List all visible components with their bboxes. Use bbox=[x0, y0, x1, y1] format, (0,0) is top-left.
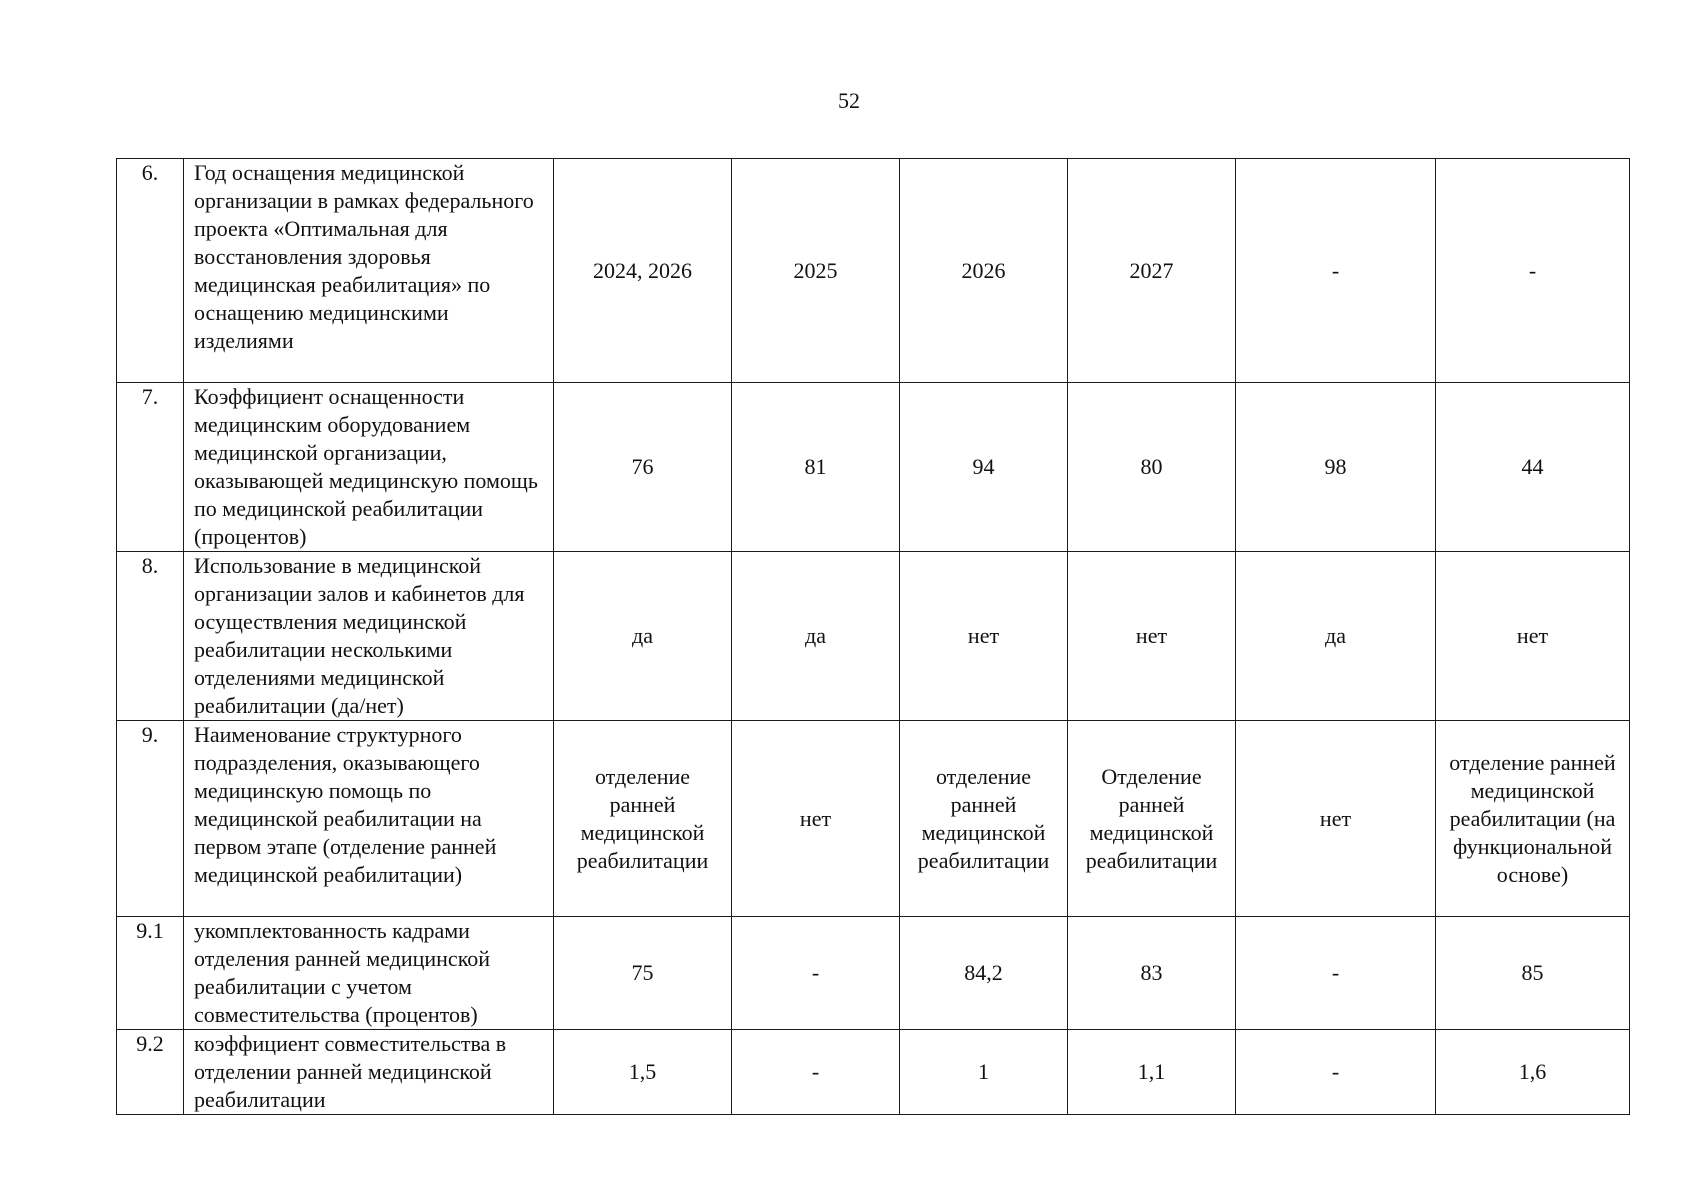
row-label: Наименование структурного подразделения, оказывающего медицинскую помощь по медицинской реабилитации на первом этапе (отделение ранней медицинской реабилитации) bbox=[184, 721, 554, 917]
table-cell: нет bbox=[732, 721, 900, 917]
table-cell: Отделение ранней медицинской реабилитации bbox=[1068, 721, 1236, 917]
row-number: 8. bbox=[117, 552, 184, 721]
table-row bbox=[117, 159, 1630, 383]
table-cell: 85 bbox=[1436, 917, 1630, 1030]
table-cell: 2027 bbox=[1068, 159, 1236, 383]
row-label: коэффициент совместительства в отделении ранней медицинской реабилитации bbox=[184, 1030, 554, 1115]
table-cell: 2025 bbox=[732, 159, 900, 383]
table-cell: - bbox=[1436, 159, 1630, 383]
table-cell: - bbox=[1236, 1030, 1436, 1115]
page-number: 52 bbox=[838, 88, 860, 113]
table-cell: 1,1 bbox=[1068, 1030, 1236, 1115]
table-cell: 98 bbox=[1236, 383, 1436, 552]
table-cell: отделение ранней медицинской реабилитации bbox=[900, 721, 1068, 917]
row-label: укомплектованность кадрами отделения ранней медицинской реабилитации с учетом совместительства (процентов) bbox=[184, 917, 554, 1030]
table-cell: 94 bbox=[900, 383, 1068, 552]
table-cell: 2026 bbox=[900, 159, 1068, 383]
row-number: 9.1 bbox=[117, 917, 184, 1030]
table-cell: 1 bbox=[900, 1030, 1068, 1115]
table-row bbox=[117, 552, 1630, 721]
row-label: Коэффициент оснащенности медицинским оборудованием медицинской организации, оказывающей медицинскую помощь по медицинской реабилитации (процентов) bbox=[184, 383, 554, 552]
table-cell: да bbox=[554, 552, 732, 721]
table-cell: 83 bbox=[1068, 917, 1236, 1030]
row-number: 9.2 bbox=[117, 1030, 184, 1115]
table-cell: нет bbox=[1436, 552, 1630, 721]
table-cell: нет bbox=[1068, 552, 1236, 721]
table-cell: отделение ранней медицинской реабилитации (на функциональной основе) bbox=[1436, 721, 1630, 917]
table-cell: - bbox=[1236, 159, 1436, 383]
table-cell: 84,2 bbox=[900, 917, 1068, 1030]
table-row bbox=[117, 1030, 1630, 1115]
table-row bbox=[117, 917, 1630, 1030]
table-cell: 75 bbox=[554, 917, 732, 1030]
table-cell: отделение ранней медицинской реабилитации bbox=[554, 721, 732, 917]
table-cell: нет bbox=[900, 552, 1068, 721]
row-number: 7. bbox=[117, 383, 184, 552]
data-table bbox=[116, 158, 1630, 1115]
table-cell: 76 bbox=[554, 383, 732, 552]
row-number: 9. bbox=[117, 721, 184, 917]
table-cell: да bbox=[732, 552, 900, 721]
row-label: Использование в медицинской организации залов и кабинетов для осуществления медицинской реабилитации несколькими отделениями медицинской реабилитации (да/нет) bbox=[184, 552, 554, 721]
table-cell: да bbox=[1236, 552, 1436, 721]
table-row bbox=[117, 721, 1630, 917]
table-cell: 81 bbox=[732, 383, 900, 552]
table-cell: 2024, 2026 bbox=[554, 159, 732, 383]
table-cell: нет bbox=[1236, 721, 1436, 917]
table-cell: 44 bbox=[1436, 383, 1630, 552]
row-number: 6. bbox=[117, 159, 184, 383]
table-cell: 1,6 bbox=[1436, 1030, 1630, 1115]
table-cell: - bbox=[732, 1030, 900, 1115]
table-cell: 80 bbox=[1068, 383, 1236, 552]
table-cell: 1,5 bbox=[554, 1030, 732, 1115]
table-cell: - bbox=[732, 917, 900, 1030]
table-row bbox=[117, 383, 1630, 552]
row-label: Год оснащения медицинской организации в рамках федерального проекта «Оптимальная для восстановления здоровья медицинская реабилитация» по оснащению медицинскими изделиями bbox=[184, 159, 554, 383]
table-cell: - bbox=[1236, 917, 1436, 1030]
